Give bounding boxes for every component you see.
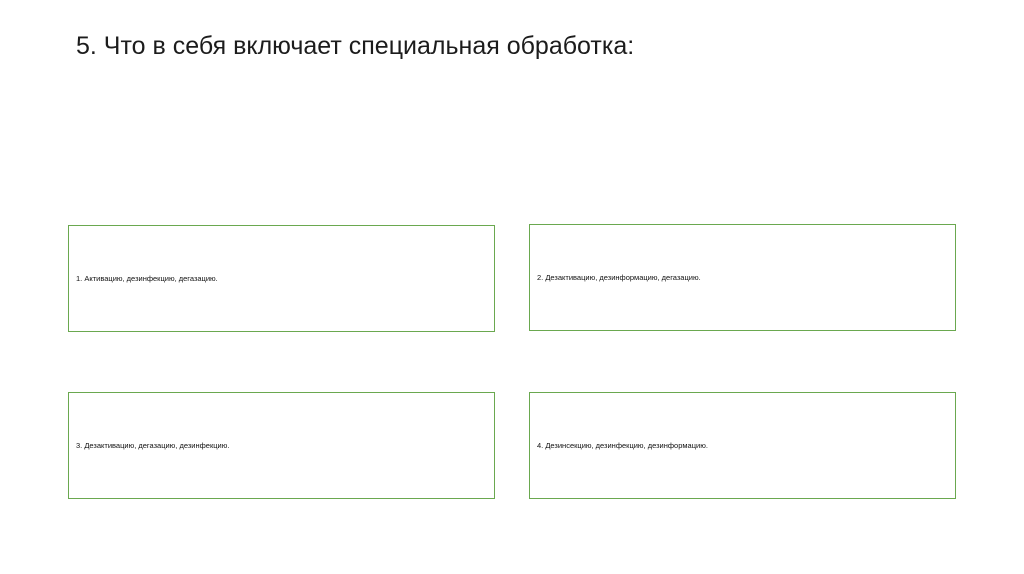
question-title: 5. Что в себя включает специальная обработка: [76,32,635,60]
answer-option-1-label: 1. Активацию, дезинфекцию, дегазацию. [76,274,218,283]
answer-option-4-label: 4. Дезинсекцию, дезинфекцию, дезинформацию. [537,441,708,450]
answer-option-2-label: 2. Дезактивацию, дезинформацию, дегазацию. [537,273,701,282]
answer-option-3-label: 3. Дезактивацию, дегазацию, дезинфекцию. [76,441,230,450]
answer-option-4[interactable] [529,392,956,499]
answer-option-3[interactable] [68,392,495,499]
answer-option-1[interactable] [68,225,495,332]
answer-option-2[interactable] [529,224,956,331]
